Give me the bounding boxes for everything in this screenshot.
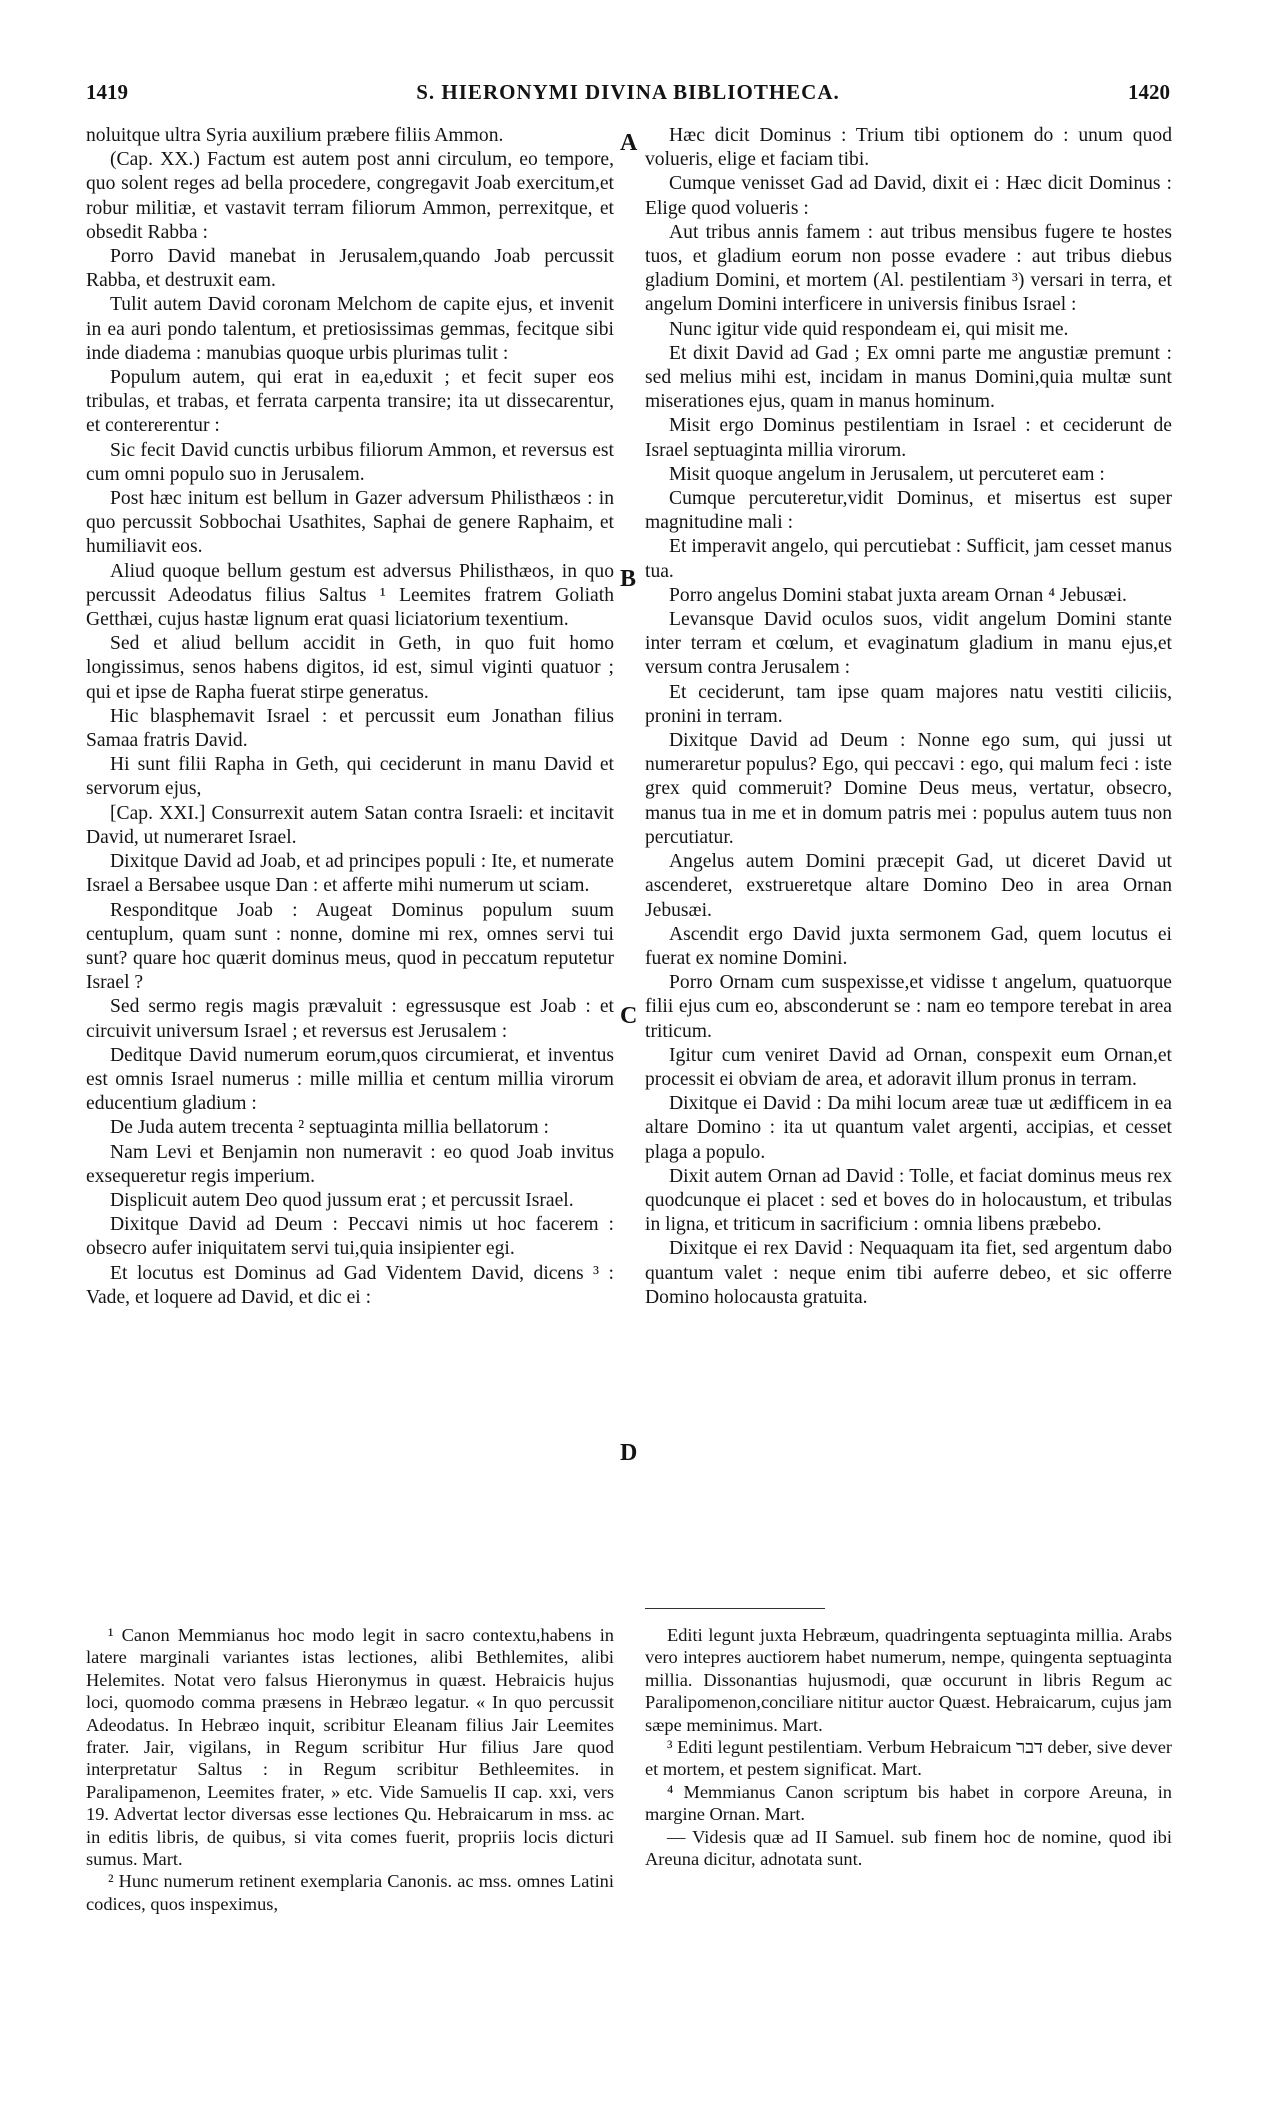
left-text-column bbox=[86, 124, 614, 1310]
paragraph: Et locutus est Dominus ad Gad Videntem David, dicens ³ : Vade, et loquere ad David, et dic ei : bbox=[86, 1262, 614, 1308]
paragraph: Ascendit ergo David juxta sermonem Gad, quem locutus ei fuerat ex nomine Domini. bbox=[645, 923, 1172, 969]
paragraph: Nam Levi et Benjamin non numeravit : eo quod Joab invitus exsequeretur regis imperium. bbox=[86, 1141, 614, 1187]
paragraph: Hæc dicit Dominus : Trium tibi optionem do : unum quod volueris, elige et faciam tibi. bbox=[645, 125, 1172, 171]
right-text-column bbox=[645, 124, 1172, 1310]
paragraph: Et imperavit angelo, qui percutiebat : Sufficit, jam cesset manus tua. bbox=[645, 536, 1172, 582]
paragraph: Misit ergo Dominus pestilentiam in Israel : et ceciderunt de Israel septuaginta millia virorum. bbox=[645, 415, 1172, 461]
footnote: ² Hunc numerum retinent exemplaria Canonis. ac mss. omnes Latini codices, quos inspeximus, bbox=[86, 1871, 614, 1914]
page-number-left: 1419 bbox=[86, 80, 128, 104]
page-number-right: 1420 bbox=[1128, 80, 1170, 104]
paragraph: Dixitque David ad Deum : Peccavi nimis ut hoc facerem : obsecro aufer iniquitatem servi tui,quia insipienter egi. bbox=[86, 1214, 614, 1260]
paragraph: Porro David manebat in Jerusalem,quando Joab percussit Rabba, et destruxit eam. bbox=[86, 246, 614, 292]
paragraph: Dixit autem Ornan ad David : Tolle, et faciat dominus meus rex quodcunque ei placet : sed et boves do in holocaustum, et tribulas in ligna, et triticum in sacrificium : omnia libens præbebo. bbox=[645, 1165, 1172, 1236]
paragraph: Responditque Joab : Augeat Dominus populum suum centuplum, quam sunt : nonne, domine mi rex, omnes servi tui sunt? quare hoc quærit dominus meus, quod in peccatum reputetur Israel ? bbox=[86, 899, 614, 994]
footnote: — Videsis quæ ad II Samuel. sub finem hoc de nomine, quod ibi Areuna dicitur, adnotata sunt. bbox=[645, 1826, 1172, 1870]
paragraph: Igitur cum veniret David ad Ornan, conspexit eum Ornan,et processit ei obviam de area, et adoravit illum pronus in terram. bbox=[645, 1044, 1172, 1090]
paragraph: (Cap. XX.) Factum est autem post anni circulum, eo tempore, quo solent reges ad bella procedere, congregavit Joab exercitum,et robur militiæ, et vastavit terram filiorum Ammon, perrexitque, et obsedit Rabba : bbox=[86, 149, 614, 243]
footnote: ³ Editi legunt pestilentiam. Verbum Hebraicum דבר deber, sive dever et mortem, et pestem significat. Mart. bbox=[645, 1737, 1172, 1780]
paragraph: Dixitque ei David : Da mihi locum areæ tuæ ut ædifficem in ea altare Domino : ita ut quantum valet argenti, accipias, et cesset plaga a populo. bbox=[645, 1093, 1172, 1163]
paragraph: Post hæc initum est bellum in Gazer adversum Philisthæos : in quo percussit Sobbochai Usathites, Saphai de genere Raphaim, et humiliavit eos. bbox=[86, 488, 614, 558]
paragraph: Porro angelus Domini stabat juxta aream Ornan ⁴ Jebusæi. bbox=[669, 584, 1127, 606]
paragraph: Dixitque David ad Deum : Nonne ego sum, qui jussi ut numeraretur populus? Ego, qui peccavi : ego, qui malum feci : iste grex quid commeruit? Domine Deus meus, vertatur, obsecro, manus tua in me et in domum patris mei : populus autem tuus non percutiatur. bbox=[645, 730, 1172, 848]
footnote: ⁴ Memmianus Canon scriptum bis habet in corpore Areuna, in margine Ornan. Mart. bbox=[645, 1781, 1172, 1825]
paragraph: [Cap. XXI.] Consurrexit autem Satan contra Israeli: et incitavit David, ut numeraret Israel. bbox=[86, 802, 614, 848]
paragraph: noluitque ultra Syria auxilium præbere filiis Ammon. bbox=[86, 125, 504, 146]
paragraph: Tulit autem David coronam Melchom de capite ejus, et invenit in ea auri pondo talentum, et pretiosissimas gemmas, fecitque sibi inde diadema : manubias quoque urbis plurimas tulit : bbox=[86, 294, 614, 364]
paragraph: Sed et aliud bellum accidit in Geth, in quo fuit homo longissimus, senos habens digitos, id est, simul viginti quatuor ; qui et ipse de Rapha fuerat stirpe generatus. bbox=[86, 633, 614, 703]
right-footnotes bbox=[645, 1624, 1172, 1870]
paragraph: Et dixit David ad Gad ; Ex omni parte me angustiæ premunt : sed melius mihi est, incidam in manus Domini,quia multæ sunt miserationes ejus, quam in manus hominum. bbox=[645, 342, 1172, 413]
paragraph: Sed sermo regis magis prævaluit : egressusque est Joab : et circuivit universum Israel ; et reversus est Jerusalem : bbox=[86, 996, 614, 1042]
paragraph: Levansque David oculos suos, vidit angelum Domini stante inter terram et cœlum, et evaginatum gladium in manu ejus,et versum contra Jerusalem : bbox=[645, 609, 1172, 679]
paragraph: Deditque David numerum eorum,quos circumierat, et inventus est omnis Israel numerus : mille millia et centum millia virorum educentium gladium : bbox=[86, 1044, 614, 1115]
paragraph: De Juda autem trecenta ² septuaginta millia bellatorum : bbox=[110, 1117, 549, 1139]
paragraph: Angelus autem Domini præcepit Gad, ut diceret David ut ascenderet, exstrueretque altare Domino Deo in area Ornan Jebusæi. bbox=[645, 851, 1172, 921]
paragraph: Populum autem, qui erat in ea,eduxit ; et fecit super eos tribulas, et trabas, et ferrata carpenta transire; ita ut dissecarentur, et contererentur : bbox=[86, 367, 614, 437]
paragraph: Misit quoque angelum in Jerusalem, ut percuteret eam : bbox=[669, 463, 1105, 485]
paragraph: Porro Ornam cum suspexisse,et vidisse t angelum, quatuorque filii ejus cum eo, absconderunt se : nam eo tempore terebat in area triticum. bbox=[645, 972, 1172, 1042]
paragraph: Aut tribus annis famem : aut tribus mensibus fugere te hostes tuos, et gladium eorum non posse evadere : aut tribus diebus gladium Domini, et mortem (Al. pestilentiam ³) versari in terra, et angelum Domini interficere in universis finibus Israel : bbox=[645, 221, 1172, 316]
paragraph: Nunc igitur vide quid respondeam ei, qui misit me. bbox=[669, 318, 1069, 340]
paragraph: Et ceciderunt, tam ipse quam majores natu vestiti ciliciis, pronini in terram. bbox=[645, 681, 1172, 727]
footnote: ¹ Canon Memmianus hoc modo legit in sacro contextu,habens in latere marginali variantes istas lectiones, alibi Bethlemites, alibi Helemites. Notat vero falsus Hieronymus in quæst. Hebraicis hujus loci, quomodo comma præsens in Hebræo legatur. « In quo percussit Adeodatus. In Hebræo inquit, scribitur Eleanam filius Jair Leemites frater. Jair, vigilans, in Regum scribitur Hur filius Jare quod interpretatur Saltus : in Regum scribitur Bethleemites. in Paralipamenon, Leemites frater, » etc. Vide Samuelis II cap. xxi, vers 19. Advertat lector diversas esse lectiones Qu. Hebraicarum in mss. ac in editis libris, de quibus, si vita comes fuerit, propriis locis dicturi sumus. Mart. bbox=[86, 1625, 614, 1870]
paragraph: Hi sunt filii Rapha in Geth, qui ceciderunt in manu David et servorum ejus, bbox=[86, 754, 614, 800]
paragraph: Sic fecit David cunctis urbibus filiorum Ammon, et reversus est cum omni populo suo in Jerusalem. bbox=[86, 439, 614, 485]
footnote: Editi legunt juxta Hebræum, quadringenta septuaginta millia. Arabs vero intepres auctiorem habet numerum, nempe, quingenta septuaginta millia. Dissonantias hujusmodi, quæ occurunt in libris Regum ac Paralipomenon,conciliare nititur auctor Quæst. Hebraicarum, cujus jam sæpe meminimus. Mart. bbox=[645, 1625, 1172, 1735]
margin-letter-b: B bbox=[620, 566, 637, 592]
paragraph: Hic blasphemavit Israel : et percussit eum Jonathan filius Samaa fratris David. bbox=[86, 705, 614, 752]
left-footnotes bbox=[86, 1624, 614, 1915]
paragraph: Dixitque David ad Joab, et ad principes populi : Ite, et numerate Israel a Bersabee usque Dan : et afferte mihi numerum ut sciam. bbox=[86, 851, 614, 897]
paragraph: Displicuit autem Deo quod jussum erat ; et percussit Israel. bbox=[110, 1189, 574, 1211]
margin-letter-c: C bbox=[620, 1003, 638, 1029]
margin-letter-d: D bbox=[620, 1440, 638, 1466]
running-title: S. HIERONYMI DIVINA BIBLIOTHECA. bbox=[416, 80, 840, 104]
margin-letter-a: A bbox=[620, 130, 638, 156]
paragraph: Aliud quoque bellum gestum est adversus Philisthæos, in quo percussit Adeodatus filius Saltus ¹ Leemites fratrem Goliath Getthæi, cujus hastæ lignum erat quasi liciatorium texentium. bbox=[86, 560, 614, 631]
paragraph: Cumque percuteretur,vidit Dominus, et misertus est super magnitudine mali : bbox=[645, 488, 1172, 534]
paragraph: Cumque venisset Gad ad David, dixit ei : Hæc dicit Dominus : Elige quod volueris : bbox=[645, 173, 1172, 219]
footnote-divider bbox=[645, 1608, 825, 1609]
paragraph: Dixitque ei rex David : Nequaquam ita fiet, sed argentum dabo quantum valet : neque enim tibi auferre debeo, et sic offerre Domino holocausta gratuita. bbox=[645, 1238, 1172, 1308]
running-header bbox=[86, 80, 1170, 110]
